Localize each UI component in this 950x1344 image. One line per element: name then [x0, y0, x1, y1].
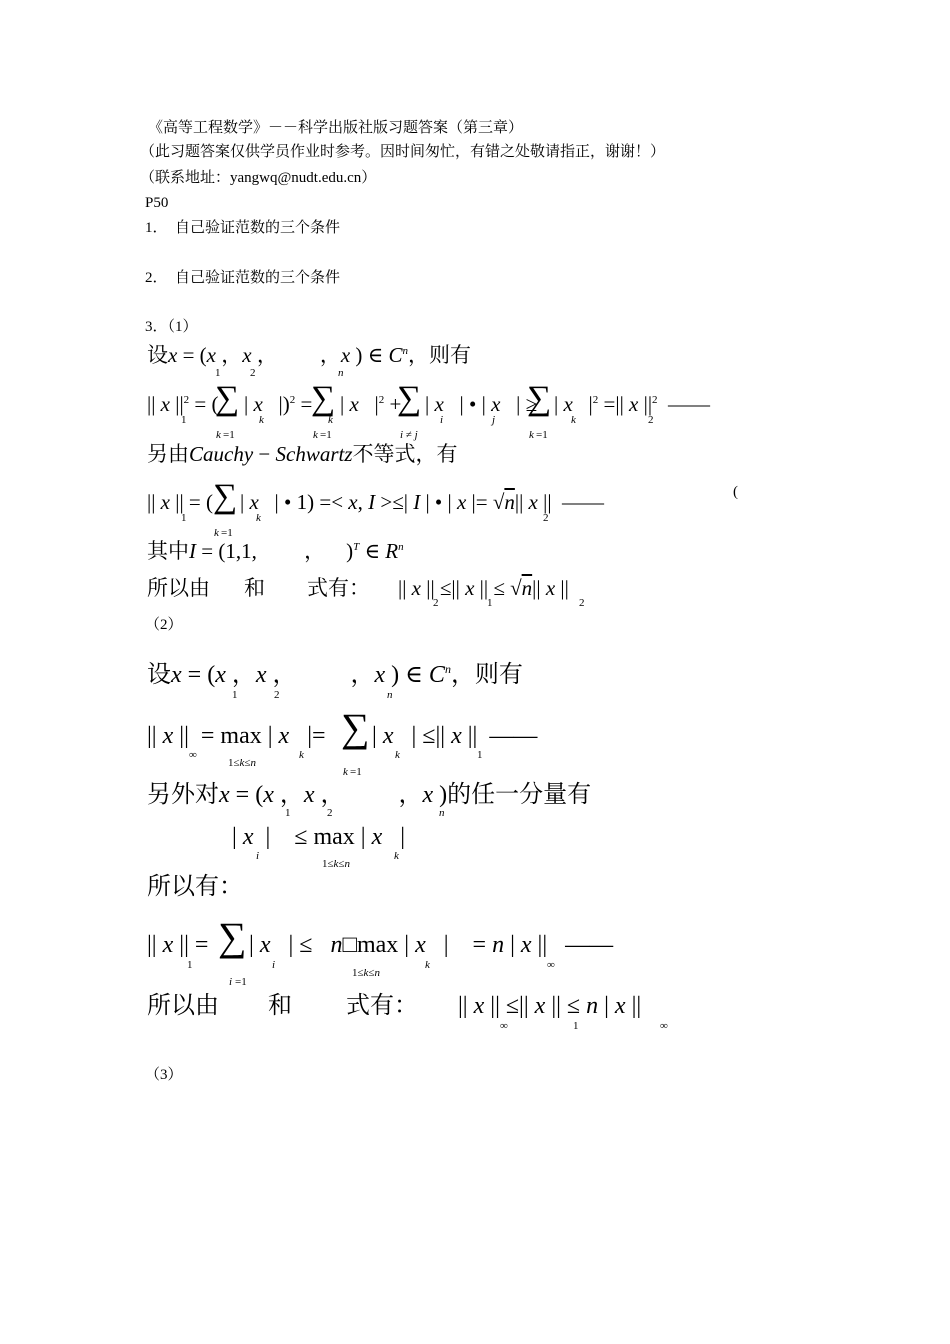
item-1-number: 1． [145, 220, 168, 236]
item-2-number: 2． [145, 270, 168, 286]
item-1-text: 自己验证范数的三个条件 [175, 220, 341, 236]
part1-formula-5: 其中I = (1,1, ， )$^T$ ∈ $R^n$ [147, 539, 404, 563]
item-2-text: 自己验证范数的三个条件 [175, 270, 341, 286]
item-1 [145, 221, 340, 236]
document-title: 《高等工程数学》－－科学出版社版习题答案（第三章） [148, 120, 524, 136]
part1-formula-3: 另由Cauchy − Schwartz不等式，有 [147, 442, 458, 466]
part2-label: （2） [145, 617, 183, 633]
page-reference: P50 [145, 195, 169, 211]
document-note: （此习题答案仅供学员作业时参考。因时间匆忙，有错之处敬请指正，谢谢！） [140, 144, 666, 160]
part2-formula-5: 所以有： [147, 874, 243, 900]
part3-label: （3） [145, 1067, 183, 1083]
contact-info: （联系地址：yangwq@nudt.edu.cn） [140, 170, 377, 186]
item-3-label: 3．（1） [145, 319, 198, 335]
part1-equation-mark: ( [733, 484, 738, 500]
item-2 [145, 271, 340, 286]
